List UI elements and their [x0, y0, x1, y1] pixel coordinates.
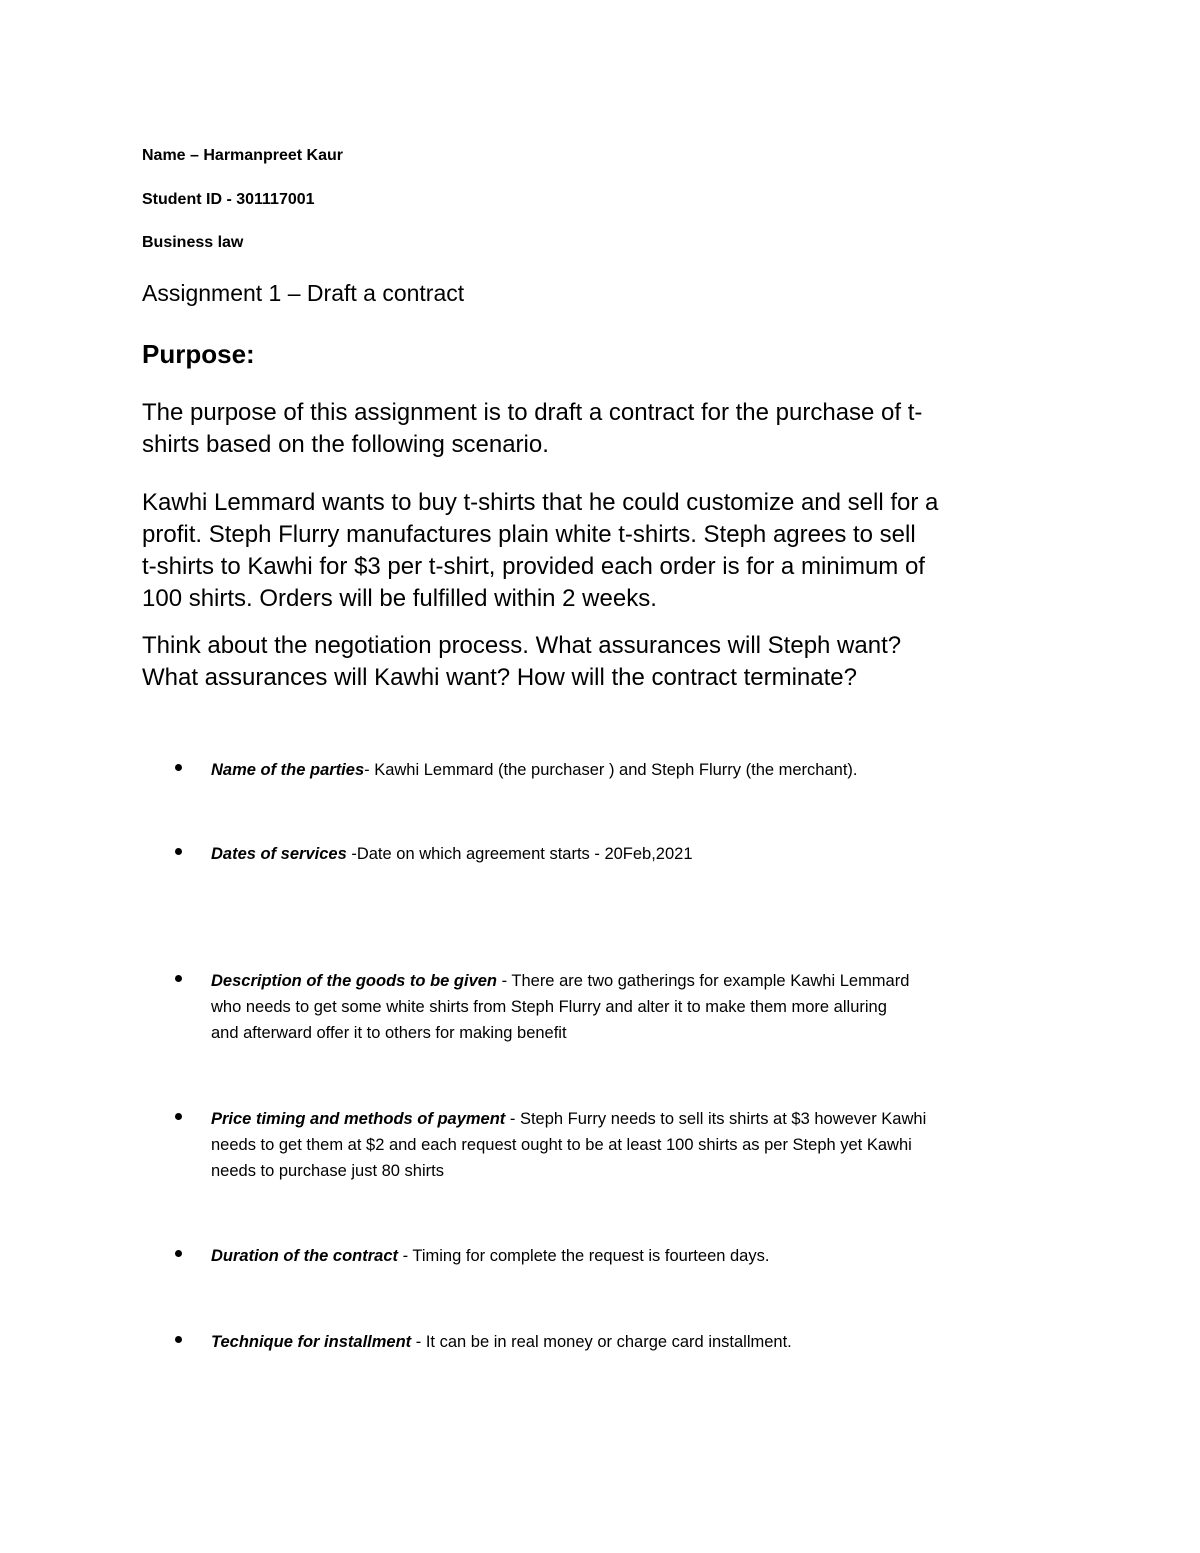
term-description: - There are two gatherings for example Kawhi Lemmard: [497, 972, 910, 990]
paragraph-line: shirts based on the following scenario.: [142, 431, 549, 458]
term-label: Technique for installment: [211, 1333, 412, 1351]
paragraph-line: t-shirts to Kawhi for $3 per t-shirt, provided each order is for a minimum of: [142, 553, 925, 580]
term-description: -Date on which agreement starts - 20Feb,2021: [346, 845, 693, 863]
term-description: - Kawhi Lemmard (the purchaser ) and Steph Flurry (the merchant).: [364, 761, 858, 779]
term-label: Price timing and methods of payment: [211, 1110, 506, 1128]
purpose-paragraph-1: [142, 397, 1062, 461]
term-description: needs to get them at $2 and each request ought to be at least 100 shirts as per Steph yet Kawhi: [211, 1136, 912, 1154]
bullet-dot-icon: [175, 848, 182, 855]
list-item-text: [211, 841, 1061, 867]
student-id-line: Student ID - 301117001: [142, 191, 315, 208]
bullet-dot-icon: [175, 975, 182, 982]
term-description: needs to purchase just 80 shirts: [211, 1162, 444, 1180]
bullet-dot-icon: [175, 764, 182, 771]
term-label: Duration of the contract: [211, 1247, 399, 1265]
student-name-line: Name – Harmanpreet Kaur: [142, 147, 343, 164]
course-line: Business law: [142, 234, 244, 251]
paragraph-line: Kawhi Lemmard wants to buy t-shirts that he could customize and sell for a: [142, 489, 939, 516]
assignment-title: Assignment 1 – Draft a contract: [142, 280, 465, 306]
term-description: - Steph Furry needs to sell its shirts at $3 however Kawhi: [505, 1110, 927, 1128]
list-item-text: [211, 1243, 1061, 1269]
term-description: who needs to get some white shirts from Steph Flurry and alter it to make them more alluring: [211, 998, 887, 1016]
bullet-dot-icon: [175, 1113, 182, 1120]
bullet-dot-icon: [175, 1250, 182, 1257]
list-item-text: [211, 1329, 1061, 1355]
paragraph-line: profit. Steph Flurry manufactures plain white t-shirts. Steph agrees to sell: [142, 521, 916, 548]
negotiation-paragraph: [142, 630, 1062, 694]
paragraph-line: 100 shirts. Orders will be fulfilled within 2 weeks.: [142, 585, 657, 612]
term-label: Description of the goods to be given: [211, 972, 498, 990]
list-item-text: [211, 968, 1061, 1046]
term-label: Dates of services: [211, 845, 347, 863]
term-description: and afterward offer it to others for making benefit: [211, 1024, 567, 1042]
purpose-heading: Purpose:: [142, 339, 255, 369]
paragraph-line: What assurances will Kawhi want? How will the contract terminate?: [142, 664, 857, 691]
term-description: - It can be in real money or charge card installment.: [411, 1333, 792, 1351]
paragraph-line: Think about the negotiation process. What assurances will Steph want?: [142, 632, 902, 659]
term-label: Name of the parties: [211, 761, 365, 779]
paragraph-line: The purpose of this assignment is to draft a contract for the purchase of t-: [142, 399, 923, 426]
scenario-paragraph: [142, 487, 1062, 615]
list-item-text: [211, 1106, 1061, 1184]
term-description: - Timing for complete the request is fourteen days.: [398, 1247, 770, 1265]
list-item-text: [211, 757, 1061, 783]
bullet-dot-icon: [175, 1336, 182, 1343]
